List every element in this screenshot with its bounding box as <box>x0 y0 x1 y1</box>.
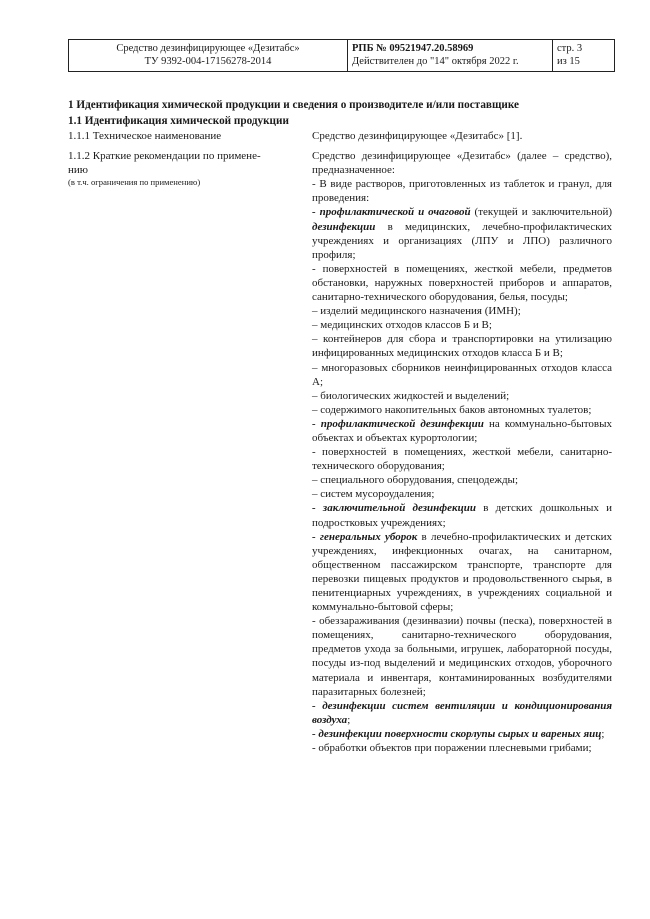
header-product-spec: ТУ 9392-004-17156278-2014 <box>144 56 272 67</box>
paragraph: - обработки объектов при поражении плесневыми грибами; <box>312 742 592 755</box>
paragraph <box>312 699 612 727</box>
emphasis: - генеральных уборок <box>312 530 418 543</box>
paragraph: – контейнеров для сбора и транспортировки на утилизацию инфицированных медицинских отходов класса Б и В; <box>312 333 612 360</box>
paragraph: – содержимого накопительных баков автономных туалетов; <box>312 403 592 416</box>
paragraph: - В виде растворов, приготовленных из таблеток и гранул, для проведения: <box>312 178 612 205</box>
header-rpb-cell <box>348 40 553 71</box>
recommend-note: (в т.ч. ограничения по применению) <box>68 177 201 187</box>
section-title: 1 Идентификация химической продукции и сведения о производителе и/или поставщике <box>68 99 519 111</box>
paragraph: – изделий медицинского назначения (ИМН); <box>312 305 521 318</box>
tech-name-label: 1.1.1 Техническое наименование <box>68 130 222 142</box>
recommend-label-line2: нию <box>68 164 88 176</box>
paragraph: - поверхностей в помещениях, жесткой мебели, предметов обстановки, наружных поверхностей приборов и аппаратов, санитарно-технического оборудования, белья, посуды; <box>312 262 612 304</box>
emphasis: - профилактической и очаговой <box>312 206 471 219</box>
header-product-name: Средство дезинфицирующее «Дезитабс» <box>116 43 300 54</box>
recommend-label <box>68 149 308 188</box>
emphasis: дезинфекции <box>312 220 376 233</box>
header-page-total: из 15 <box>557 56 580 67</box>
text: в лечебно-профилактических и детских учреждениях, инфекционных очагах, на санитарном, общественном пассажирском транспорте, транспорте для перевозки пищевых продуктов и продовольственного сырья, в пенитенциарных учреждениях, в учреждениях социальной и коммунально-бытовой сферы; <box>312 530 612 614</box>
paragraph <box>312 530 612 615</box>
recommend-label-line1: 1.1.2 Краткие рекомендации по примене- <box>68 150 261 162</box>
paragraph <box>312 205 612 261</box>
paragraph: - обеззараживания (дезинвазии) почвы (песка), поверхностей в помещениях, санитарно-технического оборудования, предметов ухода за больными, игрушек, лабораторной посуды, посуды из-под выделений и медицинских отходов, уборочного материала и инвентаря, контаминированных возбудителями паразитарных болезней; <box>312 615 612 698</box>
emphasis: - дезинфекции систем вентиляции и кондиционирования воздуха <box>312 699 612 726</box>
header-product-cell <box>69 40 348 71</box>
text: в детских дошкольных и подростковых учреждениях; <box>312 502 612 529</box>
header-rpb-valid: Действителен до "14" октября 2022 г. <box>352 56 519 67</box>
header-table <box>68 39 615 72</box>
emphasis: - заключительной дезинфекции <box>312 502 476 515</box>
emphasis: - профилактической дезинфекции <box>312 417 484 430</box>
emphasis: - дезинфекции поверхности скорлупы сырых и вареных яиц <box>312 727 602 740</box>
paragraph: - поверхностей в помещениях, жесткой мебели, санитарно-технического оборудования; <box>312 446 612 473</box>
tech-name-value: Средство дезинфицирующее «Дезитабс» [1]. <box>312 130 523 142</box>
text: (текущей и заключительной) <box>470 206 613 219</box>
section-subtitle: 1.1 Идентификация химической продукции <box>68 115 289 127</box>
header-rpb-number: РПБ № 09521947.20.58969 <box>352 43 474 54</box>
paragraph <box>312 501 612 529</box>
paragraph: – медицинских отходов классов Б и В; <box>312 319 492 332</box>
paragraph: – многоразовых сборников неинфицированных отходов класса А; <box>312 361 612 388</box>
paragraph: Средство дезинфицирующее «Дезитабс» (далее – средство), предназначенное: <box>312 150 612 177</box>
text: ; <box>347 713 351 726</box>
paragraph: – биологических жидкостей и выделений; <box>312 389 510 402</box>
paragraph: – систем мусороудаления; <box>312 488 435 501</box>
text: в медицинских, лечебно-профилактических учреждениях и организациях (ЛПУ и ЛПО) различного профиля; <box>312 220 612 261</box>
paragraph: – специального оборудования, спецодежды; <box>312 474 518 487</box>
text: на коммунально-бытовых объектах и объектах курортологии; <box>312 417 612 444</box>
paragraph <box>312 727 612 741</box>
paragraph <box>312 417 612 445</box>
header-page-cell <box>553 40 614 71</box>
header-page-number: стр. 3 <box>557 43 583 54</box>
text: ; <box>601 727 605 740</box>
content-column <box>312 129 612 755</box>
